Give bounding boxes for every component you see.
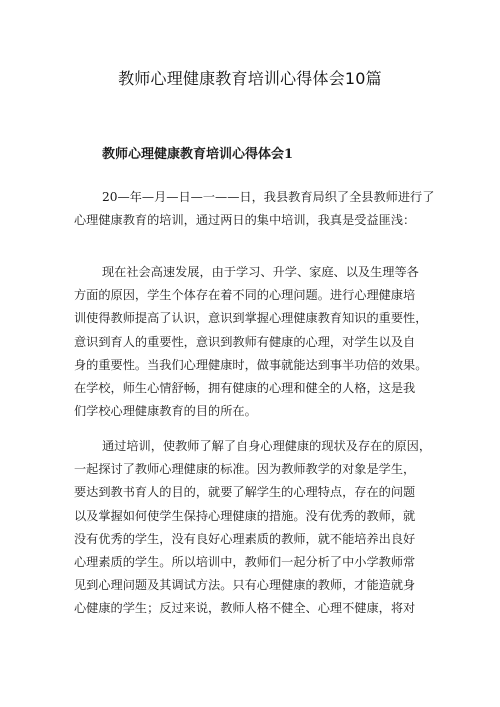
paragraph-line: 心健康的学生；反过来说，教师人格不健全、心理不健康，将对 [74,601,416,616]
section-heading: 教师心理健康教育培训心得体会1 [102,147,294,162]
paragraph-line: 见到心理问题及其调试方法。只有心理健康的教师，才能造就身 [74,578,416,593]
paragraph-line: 心理健康教育的培训，通过两日的集中培训，我真是受益匪浅： [74,213,416,228]
paragraph-line: 没有优秀的学生，没有良好心理素质的教师，就不能培养出良好 [74,531,416,546]
paragraph-line: 意识到育人的重要性，意识到教师有健康的心理，对学生以及自 [74,334,416,349]
paragraph-3 [74,435,434,621]
paragraph-line: 们学校心理健康教育的目的所在。 [74,404,257,419]
paragraph-line: 训使得教师提高了认识，意识到掌握心理健康教育知识的重要性， [74,311,428,326]
paragraph-line: 以及掌握如何使学生保持心理健康的措施。没有优秀的教师，就 [74,508,416,523]
paragraph-line: 要达到教书育人的目的，就要了解学生的心理特点，存在的问题 [74,485,416,500]
paragraph-2 [74,261,434,423]
paragraph-line: 心理素质的学生。所以培训中，教师们一起分析了中小学教师常 [74,555,416,570]
paragraph-1 [74,186,434,232]
document-title: 教师心理健康教育培训心得体会10篇 [118,69,382,88]
paragraph-line: 通过培训，使教师了解了自身心理健康的现状及存在的原因， [102,439,432,453]
paragraph-line: 一起探讨了教师心理健康的标准。因为教师教学的对象是学生， [74,462,416,477]
paragraph-line: 20—年—月—日—一——日，我县教育局织了全县教师进行了 [102,190,435,204]
paragraph-line: 身的重要性。当我们心理健康时，做事就能达到事半功倍的效果。 [74,357,428,372]
paragraph-line: 现在社会高速发展，由于学习、升学、家庭、以及生理等各 [102,265,419,279]
paragraph-line: 方面的原因，学生个体存在着不同的心理问题。进行心理健康培 [74,288,416,303]
paragraph-line: 在学校，师生心情舒畅，拥有健康的心理和健全的人格，这是我 [74,381,416,396]
